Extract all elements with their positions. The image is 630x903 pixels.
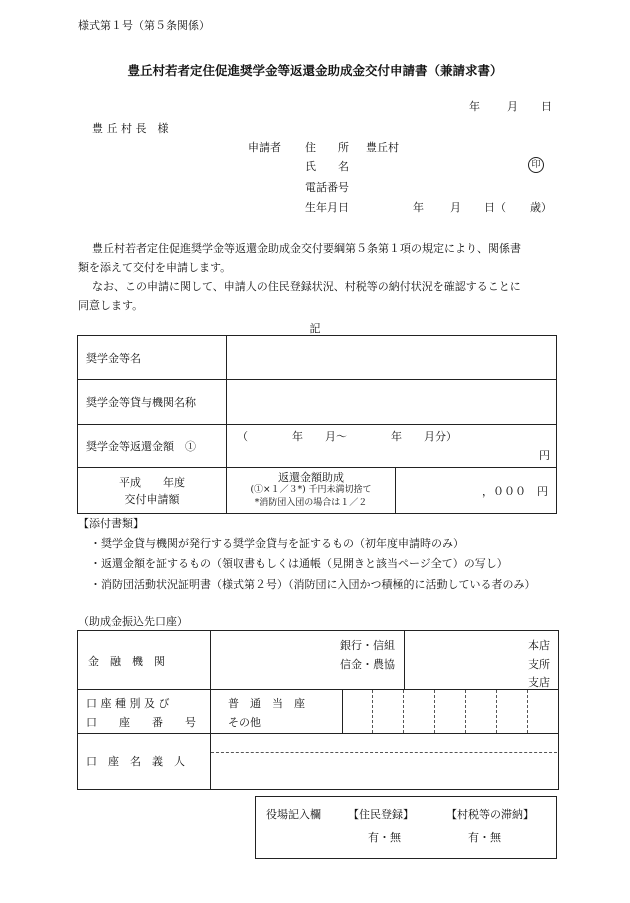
birth-year-label: 年 — [413, 201, 424, 214]
office-use-box — [255, 796, 557, 859]
grant-fiscal-year: 平成 年度 — [119, 475, 185, 489]
branch-type-branch: 支店 — [528, 676, 550, 689]
date-year-label: 年 — [469, 100, 480, 113]
bank-table — [77, 630, 559, 790]
scholarship-name-label: 奨学金等名 — [78, 336, 227, 380]
bank-type-line-2: 信金・農協 — [340, 658, 395, 671]
repayment-amount-label: 奨学金等返還金額 ① — [78, 425, 227, 468]
repayment-period: （ 年 月～ 年 月分） — [237, 430, 457, 443]
resident-registration-label: 【住民登録】 — [348, 808, 414, 821]
seal-mark: 印 — [528, 157, 544, 173]
name-field[interactable] — [366, 158, 516, 172]
lending-org-label: 奨学金等貸与機関名称 — [78, 380, 227, 425]
bank-heading: （助成金振込先口座） — [78, 615, 188, 628]
account-holder-field[interactable] — [211, 734, 557, 788]
resident-registration-choice[interactable]: 有・無 — [368, 831, 401, 844]
grant-amount-label — [78, 468, 227, 514]
body-line-2: 類を添えて交付を申請します。 — [78, 261, 232, 274]
scholarship-name-field[interactable] — [227, 336, 557, 380]
tax-arrears-choice[interactable]: 有・無 — [468, 831, 501, 844]
account-type-ordinary-current[interactable]: 普 通 当 座 — [228, 697, 305, 710]
grant-formula-note: *消防団入団の場合は１／２ — [254, 498, 368, 508]
account-holder-label: 口 座 名 義 人 — [86, 755, 185, 768]
grant-formula-title: 返還金額助成 — [278, 471, 344, 484]
grant-amount-field[interactable]: ，０００ 円 — [396, 468, 557, 514]
addressee: 豊 丘 村 長 様 — [92, 122, 169, 135]
body-line-4: 同意します。 — [78, 299, 144, 312]
institution-label: 金 融 機 関 — [88, 655, 165, 668]
birth-month-label: 月 — [450, 201, 461, 214]
grant-formula-cell — [227, 468, 396, 514]
repayment-unit: 円 — [539, 449, 550, 462]
lending-org-field[interactable] — [227, 380, 557, 425]
birth-label: 生年月日 — [305, 201, 349, 214]
birth-day-label: 日（ — [484, 201, 506, 214]
date-day-label: 日 — [541, 100, 552, 113]
tax-arrears-label: 【村税等の滞納】 — [446, 808, 534, 821]
form-number: 様式第１号（第５条関係） — [78, 19, 210, 32]
main-table — [77, 335, 557, 514]
account-type-label-2: 口 座 番 号 — [86, 716, 196, 729]
body-line-3: なお、この申請に関して、申請人の住民登録状況、村税等の納付状況を確認することに — [92, 280, 521, 293]
phone-label: 電話番号 — [305, 181, 349, 194]
date-month-label: 月 — [507, 100, 518, 113]
account-type-label-1: 口 座 種 別 及 び — [86, 697, 170, 710]
attachment-item-3: ・消防団活動状況証明書（様式第２号）（消防団に入団かつ積極的に活動している者のみ） — [90, 578, 536, 591]
age-label: 歳） — [530, 201, 552, 214]
page-title: 豊丘村若者定住促進奨学金等返還金助成金交付申請書（兼請求書） — [127, 63, 503, 78]
name-label: 氏 名 — [305, 160, 349, 173]
applicant-label: 申請者 — [248, 141, 281, 154]
branch-type-main: 本店 — [528, 639, 550, 652]
account-type-other[interactable]: その他 — [228, 716, 261, 729]
attachment-item-2: ・返還金額を証するもの（領収書もしくは通帳（見開きと該当ページ全て）の写し） — [90, 557, 508, 570]
phone-field[interactable] — [366, 179, 536, 193]
office-use-label: 役場記入欄 — [266, 808, 321, 821]
bank-type-line-1: 銀行・信組 — [340, 639, 395, 652]
grant-formula: (①×１／３*) 千円未満切捨て — [250, 485, 372, 495]
attachments-heading: 【添付書類】 — [78, 517, 144, 530]
address-field[interactable]: 豊丘村 — [366, 141, 399, 154]
grant-label: 交付申請額 — [124, 492, 180, 506]
ki-heading: 記 — [309, 322, 321, 335]
branch-type-sub: 支所 — [528, 658, 550, 671]
body-line-1: 豊丘村若者定住促進奨学金等返還金助成金交付要綱第５条第１項の規定により、関係書 — [92, 242, 521, 255]
repayment-amount-field[interactable] — [227, 425, 557, 468]
account-number-field[interactable] — [342, 690, 558, 733]
address-label: 住 所 — [305, 141, 349, 154]
attachment-item-1: ・奨学金貸与機関が発行する奨学金貸与を証するもの（初年度申請時のみ） — [90, 537, 464, 550]
